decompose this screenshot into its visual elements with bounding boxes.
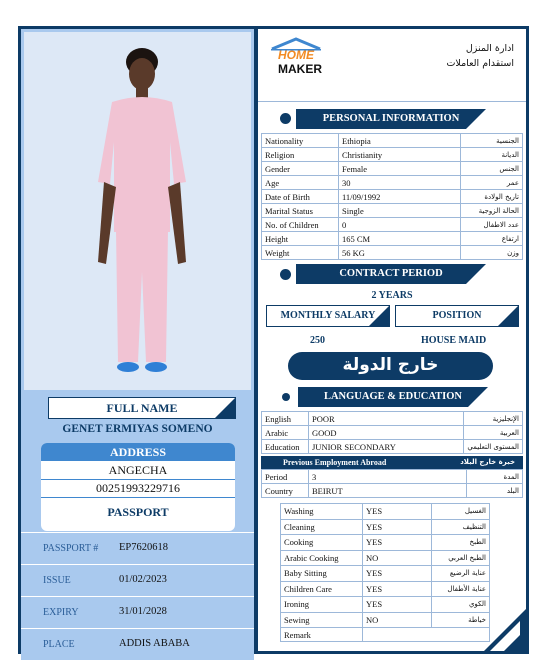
table-row: [281, 581, 490, 597]
candidate-photo: [24, 32, 251, 390]
row-label: Children Care: [281, 581, 363, 597]
company-logo: [266, 37, 326, 81]
monthly-salary-label: [266, 305, 390, 327]
previous-employment-title-ar: خبرة خارج البلاد: [460, 458, 515, 466]
table-row: [281, 519, 490, 535]
section-bullet: [280, 113, 291, 124]
row-value: 165 CM: [339, 232, 461, 246]
row-value: JUNIOR SECONDARY: [309, 440, 464, 454]
row-label: Period: [262, 470, 309, 484]
row-value: Ethiopia: [339, 134, 461, 148]
address-separator: [41, 479, 235, 480]
contract-period-title: CONTRACT PERIOD: [339, 268, 443, 279]
table-row: [281, 597, 490, 613]
row-value: GOOD: [309, 426, 464, 440]
position-value: HOUSE MAID: [421, 335, 487, 346]
table-row: [262, 148, 523, 162]
row-value: YES: [363, 504, 432, 520]
section-bullet: [282, 393, 290, 401]
address-line1: ANGECHA: [108, 463, 168, 477]
decor-triangle: [213, 398, 235, 419]
passport-number-value: EP7620618: [119, 542, 169, 553]
row-label-ar: العربية: [464, 426, 523, 440]
left-column: [21, 29, 254, 651]
decor-triangle: [466, 264, 486, 284]
table-row: [262, 218, 523, 232]
passport-row-issue: [21, 564, 254, 596]
row-label: Ironing: [281, 597, 363, 613]
abroad-badge: خارج الدولة: [288, 352, 493, 380]
passport-row-place: [21, 628, 254, 660]
language-table: [261, 411, 523, 454]
table-row: [262, 162, 523, 176]
passport-place-value: ADDIS ABABA: [119, 638, 190, 649]
decor-corner: [504, 629, 526, 651]
previous-employment-table: [261, 469, 523, 498]
cv-sheet: [18, 26, 529, 654]
table-row: [262, 440, 523, 454]
passport-row-number: [21, 532, 254, 564]
decor-triangle: [468, 387, 488, 407]
row-label: Marital Status: [262, 204, 339, 218]
decor-triangle: [498, 306, 518, 326]
row-value: YES: [363, 535, 432, 551]
row-value: POOR: [309, 412, 464, 426]
row-label: Height: [262, 232, 339, 246]
row-label-ar: عمر: [461, 176, 523, 190]
row-label-ar: المدة: [467, 470, 523, 484]
table-row: [262, 190, 523, 204]
previous-employment-header: [261, 456, 523, 469]
table-row: [262, 176, 523, 190]
row-label: No. of Children: [262, 218, 339, 232]
passport-issue-value: 01/02/2023: [119, 574, 167, 585]
row-label-ar: ارتفاع: [461, 232, 523, 246]
row-label-ar: البلد: [467, 484, 523, 498]
contract-period-value: 2 YEARS: [371, 290, 413, 301]
row-label: Education: [262, 440, 309, 454]
row-label-ar: عناية الرضيع: [432, 566, 490, 582]
row-label-ar: الكوي: [432, 597, 490, 613]
table-row: [281, 566, 490, 582]
row-label-ar: خياطة: [432, 612, 490, 628]
table-row: [262, 246, 523, 260]
row-value: 30: [339, 176, 461, 190]
header-rule: [258, 101, 526, 102]
logo-home-text: HOME: [278, 48, 314, 62]
passport-label: PASSPORT: [107, 505, 169, 519]
candidate-figure: [24, 32, 251, 390]
language-education-header: [298, 387, 488, 407]
monthly-salary-value: 250: [310, 335, 325, 346]
position-label: [395, 305, 519, 327]
table-row: [262, 426, 523, 440]
arabic-line1: ادارة المنزل: [465, 43, 514, 54]
row-value: BEIRUT: [309, 484, 467, 498]
row-label-ar: الجنس: [461, 162, 523, 176]
row-value: Christianity: [339, 148, 461, 162]
full-name-value: GENET ERMIYAS SOMENO: [62, 423, 213, 435]
contract-period-header: [296, 264, 486, 284]
remark-value: [363, 628, 490, 642]
row-label-ar: المستوى التعليمي: [464, 440, 523, 454]
row-value: 0: [339, 218, 461, 232]
position-label-text: POSITION: [432, 310, 482, 321]
table-row: [281, 535, 490, 551]
address-separator: [41, 497, 235, 498]
table-row: [281, 628, 490, 642]
full-name-label: [48, 397, 236, 419]
table-row: [281, 504, 490, 520]
row-label: Sewing: [281, 612, 363, 628]
row-label-ar: عدد الاطفال: [461, 218, 523, 232]
passport-expiry-value: 31/01/2028: [119, 606, 167, 617]
row-label: Religion: [262, 148, 339, 162]
table-row: [281, 550, 490, 566]
row-label: Washing: [281, 504, 363, 520]
row-value: Female: [339, 162, 461, 176]
decor-triangle: [466, 109, 486, 129]
passport-place-label: PLACE: [43, 639, 75, 650]
row-label: Cooking: [281, 535, 363, 551]
address-phone: 00251993229716: [96, 481, 180, 495]
row-label-ar: تاريخ الولادة: [461, 190, 523, 204]
personal-info-table: [261, 133, 523, 260]
row-label: English: [262, 412, 309, 426]
passport-expiry-label: EXPIRY: [43, 607, 79, 618]
table-row: [262, 470, 523, 484]
row-label-ar: عناية الأطفال: [432, 581, 490, 597]
remark-label: Remark: [281, 628, 363, 642]
passport-issue-label: ISSUE: [43, 575, 71, 586]
language-education-title: LANGUAGE & EDUCATION: [323, 391, 463, 402]
row-label: Arabic: [262, 426, 309, 440]
section-bullet: [280, 269, 291, 280]
row-label: Country: [262, 484, 309, 498]
row-label-ar: الإنجليزية: [464, 412, 523, 426]
personal-info-header: [296, 109, 486, 129]
row-value: YES: [363, 519, 432, 535]
row-label: Cleaning: [281, 519, 363, 535]
row-value: NO: [363, 612, 432, 628]
row-label: Gender: [262, 162, 339, 176]
table-row: [262, 484, 523, 498]
row-value: 56 KG: [339, 246, 461, 260]
table-row: [262, 412, 523, 426]
row-label-ar: الجنسية: [461, 134, 523, 148]
row-label: Baby Sitting: [281, 566, 363, 582]
logo-maker-text: MAKER: [278, 62, 322, 76]
arabic-company-name: [446, 41, 514, 71]
row-label-ar: الديانة: [461, 148, 523, 162]
row-label-ar: التنظيف: [432, 519, 490, 535]
row-label-ar: الحالة الزوجية: [461, 204, 523, 218]
table-row: [262, 232, 523, 246]
decor-triangle: [369, 306, 389, 326]
row-label-ar: الطبخ العربي: [432, 550, 490, 566]
row-label: Weight: [262, 246, 339, 260]
previous-employment-title: Previous Employment Abroad: [283, 458, 387, 467]
skills-table: [280, 503, 490, 642]
table-row: [262, 204, 523, 218]
row-label: Date of Birth: [262, 190, 339, 204]
row-label: Arabic Cooking: [281, 550, 363, 566]
row-label: Age: [262, 176, 339, 190]
passport-number-label: PASSPORT #: [43, 543, 99, 554]
row-value: YES: [363, 581, 432, 597]
row-value: 3: [309, 470, 467, 484]
row-label-ar: الغسيل: [432, 504, 490, 520]
arabic-line2: استقدام العاملات: [446, 58, 514, 69]
row-label-ar: الطبخ: [432, 535, 490, 551]
row-value: YES: [363, 597, 432, 613]
row-label-ar: وزن: [461, 246, 523, 260]
address-card: [41, 443, 235, 531]
address-label: ADDRESS: [41, 443, 235, 461]
row-value: YES: [363, 566, 432, 582]
table-row: [281, 612, 490, 628]
full-name-label-text: FULL NAME: [106, 401, 178, 415]
table-row: [262, 134, 523, 148]
monthly-salary-label-text: MONTHLY SALARY: [280, 310, 376, 321]
personal-info-title: PERSONAL INFORMATION: [322, 113, 460, 124]
passport-row-expiry: [21, 596, 254, 628]
row-label: Nationality: [262, 134, 339, 148]
row-value: NO: [363, 550, 432, 566]
row-value: Single: [339, 204, 461, 218]
right-column: [258, 29, 526, 651]
row-value: 11/09/1992: [339, 190, 461, 204]
